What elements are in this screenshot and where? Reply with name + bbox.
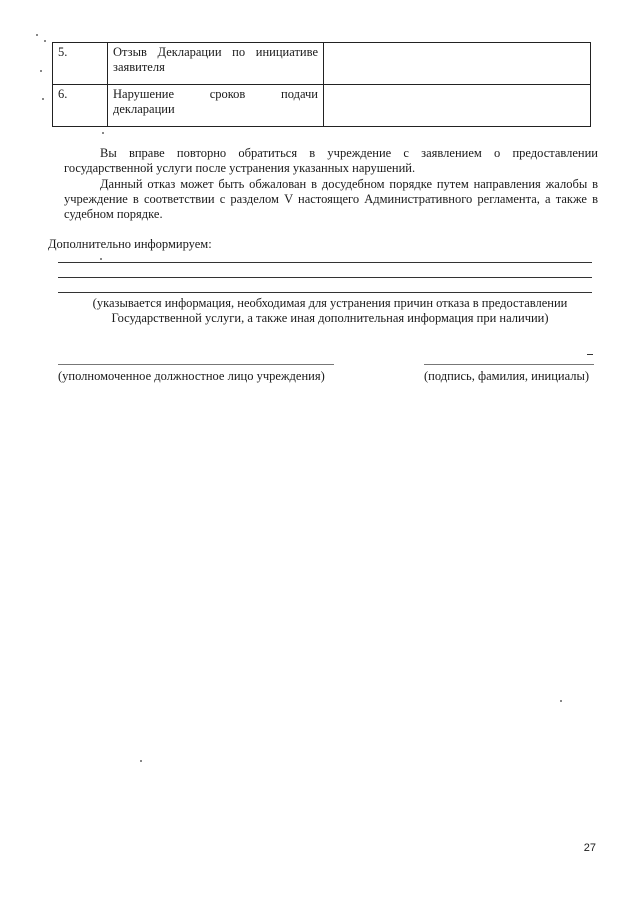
row-reason-line2: декларации bbox=[113, 102, 175, 116]
row-reason-line1: Отзыв Декларации по инициативе bbox=[113, 45, 318, 59]
signature-label: (подпись, фамилия, инициалы) bbox=[424, 369, 590, 383]
official-signature-line bbox=[58, 364, 334, 365]
signature-line bbox=[424, 364, 594, 365]
table-row bbox=[53, 85, 591, 127]
fill-line-1 bbox=[58, 262, 592, 263]
scan-speck bbox=[40, 70, 42, 72]
scan-speck bbox=[140, 760, 142, 762]
scan-speck bbox=[44, 40, 46, 42]
row-reason bbox=[108, 85, 324, 127]
row-reason-line2: заявителя bbox=[113, 60, 165, 74]
additional-note-line1: (указывается информация, необходимая для устранения причин отказа в предоставлении bbox=[92, 296, 568, 310]
scan-speck bbox=[102, 132, 104, 134]
scan-speck bbox=[42, 98, 44, 100]
fill-line-3 bbox=[58, 292, 592, 293]
dash-mark bbox=[587, 354, 593, 355]
table-row bbox=[53, 43, 591, 85]
paragraph-appeal: Данный отказ может быть обжалован в досудебном порядке путем направления жалобы в учреждение в соответствии с разделом V настоящего Административного регламента, а также в судебном порядке. bbox=[64, 177, 598, 221]
row-reason-line1: Нарушение сроков подачи bbox=[113, 87, 318, 101]
scan-speck bbox=[560, 700, 562, 702]
refusal-reasons-table bbox=[52, 42, 591, 127]
additional-info-label: Дополнительно информируем: bbox=[48, 237, 212, 251]
page-number: 27 bbox=[583, 842, 596, 854]
row-reason bbox=[108, 43, 324, 85]
fill-line-2 bbox=[58, 277, 592, 278]
scan-speck bbox=[100, 258, 102, 260]
row-value bbox=[324, 43, 591, 85]
official-label: (уполномоченное должностное лицо учреждения) bbox=[58, 369, 325, 383]
scan-speck bbox=[36, 34, 38, 36]
row-number: 6. bbox=[53, 85, 108, 127]
row-value bbox=[324, 85, 591, 127]
row-number: 5. bbox=[53, 43, 108, 85]
paragraph-reapply: Вы вправе повторно обратиться в учреждение с заявлением о предоставлении государственной услуги после устранения указанных нарушений. bbox=[64, 146, 598, 175]
additional-note-line2: Государственной услуги, а также иная дополнительная информация при наличии) bbox=[111, 311, 549, 325]
